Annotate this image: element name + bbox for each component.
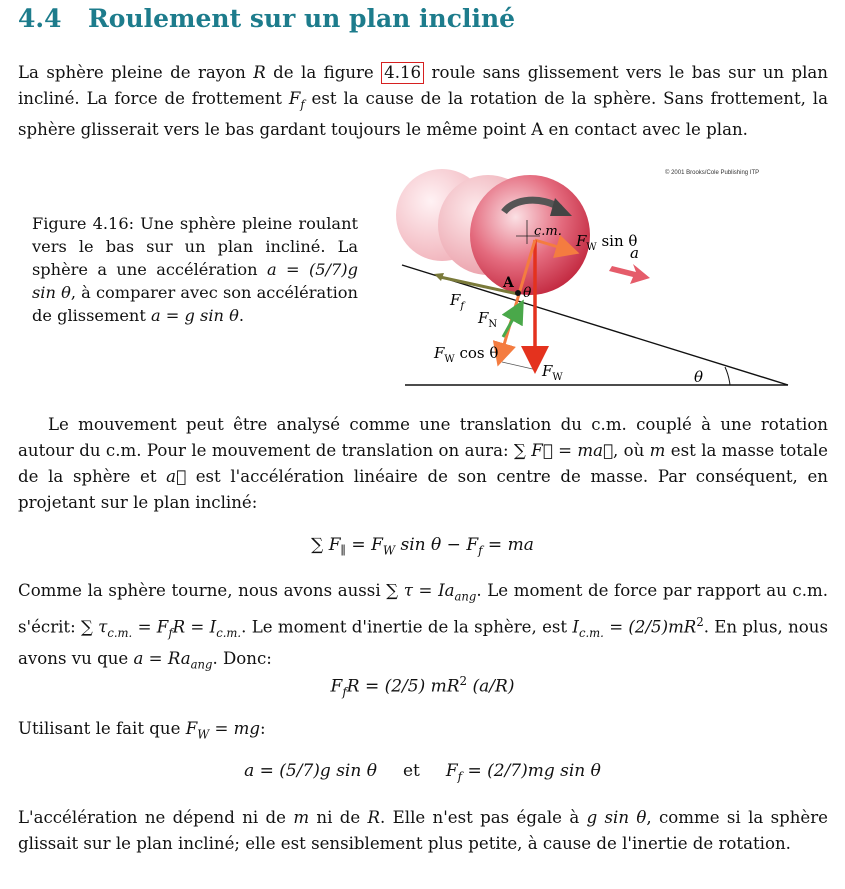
- paragraph-conclusion: L'accélération ne dépend ni de m ni de R. Elle n'est pas égale à g sin θ, comme si la sphère glissait sur le plan incliné; elle est sensiblement plus petite, à cause de l'inertie de rotation.: [18, 808, 829, 853]
- figure-reference-link[interactable]: 4.16: [381, 62, 424, 84]
- caption-formula: a = (5/7)g sin θ: [32, 260, 358, 302]
- figure-caption: [32, 212, 358, 327]
- p2-formula: ∑ F⃗ = ma⃗: [513, 441, 613, 460]
- caption-text: .: [238, 306, 244, 325]
- p2-text: est la masse totale de la sphère et: [18, 441, 828, 486]
- intro-text: roule sans glissement vers le bas sur un plan incliné. La force de frottement: [18, 63, 828, 108]
- paragraph-weight: Utilisant le fait que $F_W$ = mg:: [18, 719, 266, 742]
- p2-text: Le mouvement peut être analysé comme une translation du c.m. couplé à une rotation autour du c.m. Pour le mouvement de translation on aura:: [18, 415, 828, 460]
- fn-label: $F_N$: [478, 309, 498, 330]
- ff-arrow-head: [434, 273, 444, 281]
- p2-text: , où: [612, 441, 650, 460]
- incline-surface: [402, 265, 788, 385]
- var-sub: f: [300, 97, 305, 112]
- ff-label: $F_f$: [450, 291, 465, 312]
- component-line-bottom: [502, 362, 537, 370]
- inclined-plane-figure: [390, 160, 800, 392]
- contact-point: [515, 290, 521, 296]
- contact-point-label: A: [503, 275, 514, 291]
- accel-label: a: [630, 244, 639, 262]
- fw-sin-label: $F_W$ sin θ: [576, 232, 638, 253]
- var-Ff: F: [288, 89, 301, 108]
- caption-label: Figure 4.16:: [32, 214, 135, 233]
- section-number: 4.4: [18, 4, 62, 33]
- fw-label: $F_W$: [542, 362, 563, 383]
- intro-text: La sphère pleine de rayon: [18, 63, 254, 82]
- equation-result: a = (5/7)g sin θ et $F_f = (2/7)mg$ sin θ: [244, 761, 601, 784]
- paragraph-translation: [18, 412, 828, 516]
- equation-torque: $F_fR = (2/5)$ $mR^2$ (a/R): [330, 674, 515, 700]
- section-heading: [18, 4, 515, 33]
- caption-text: , à comparer avec son accélération de glissement: [32, 283, 358, 325]
- paragraph-rotation: Comme la sphère tourne, nous avons aussi ∑ $\tau = Ia_{ang}$. Le moment de force par rapport au c.m. s'écrit: ∑ $\tau_{c.m.} = F_fR = I_{c.m.}$. Le moment d'inertie de la sphère, est $I_{c.m.} = (2/5)mR^2$. En plus, nous avons vu que $a = Ra_{ang}$. Donc:: [18, 581, 829, 672]
- equation-newton: ∑ $F_\parallel = F_W$ $\sin \theta - F_f$ = ma: [311, 535, 534, 558]
- var-R: R: [253, 63, 266, 82]
- theta-label-top: θ: [523, 285, 532, 301]
- fw-cos-label: $F_W$ cos θ: [434, 344, 499, 365]
- copyright-notice: © 2001 Brooks/Cole Publishing ITP: [665, 170, 760, 176]
- p2-var: m: [649, 441, 666, 460]
- rolling-sphere: [470, 175, 590, 295]
- intro-paragraph: [18, 60, 828, 143]
- intro-text: de la figure: [265, 63, 382, 82]
- p2-text: est l'accélération linéaire de son centre de masse. Par conséquent, en projetant sur le plan incliné:: [18, 467, 828, 512]
- caption-text: Une sphère pleine roulant vers le bas sur un plan incliné. La sphère a une accélération: [32, 214, 358, 279]
- p2-var: a⃗: [166, 467, 187, 486]
- base-angle-arc: [725, 367, 730, 385]
- intro-text: est la cause de la rotation de la sphère. Sans frottement, la sphère glisserait vers le bas gardant toujours le même point A en contact avec le plan.: [18, 89, 828, 140]
- cm-label: c.m.: [534, 224, 562, 239]
- section-title: Roulement sur un plan incliné: [88, 4, 516, 33]
- theta-label-base: θ: [694, 368, 704, 386]
- fn-arrow: [503, 310, 518, 337]
- caption-formula: a = g sin θ: [151, 306, 239, 325]
- acceleration-arrow: [609, 264, 650, 284]
